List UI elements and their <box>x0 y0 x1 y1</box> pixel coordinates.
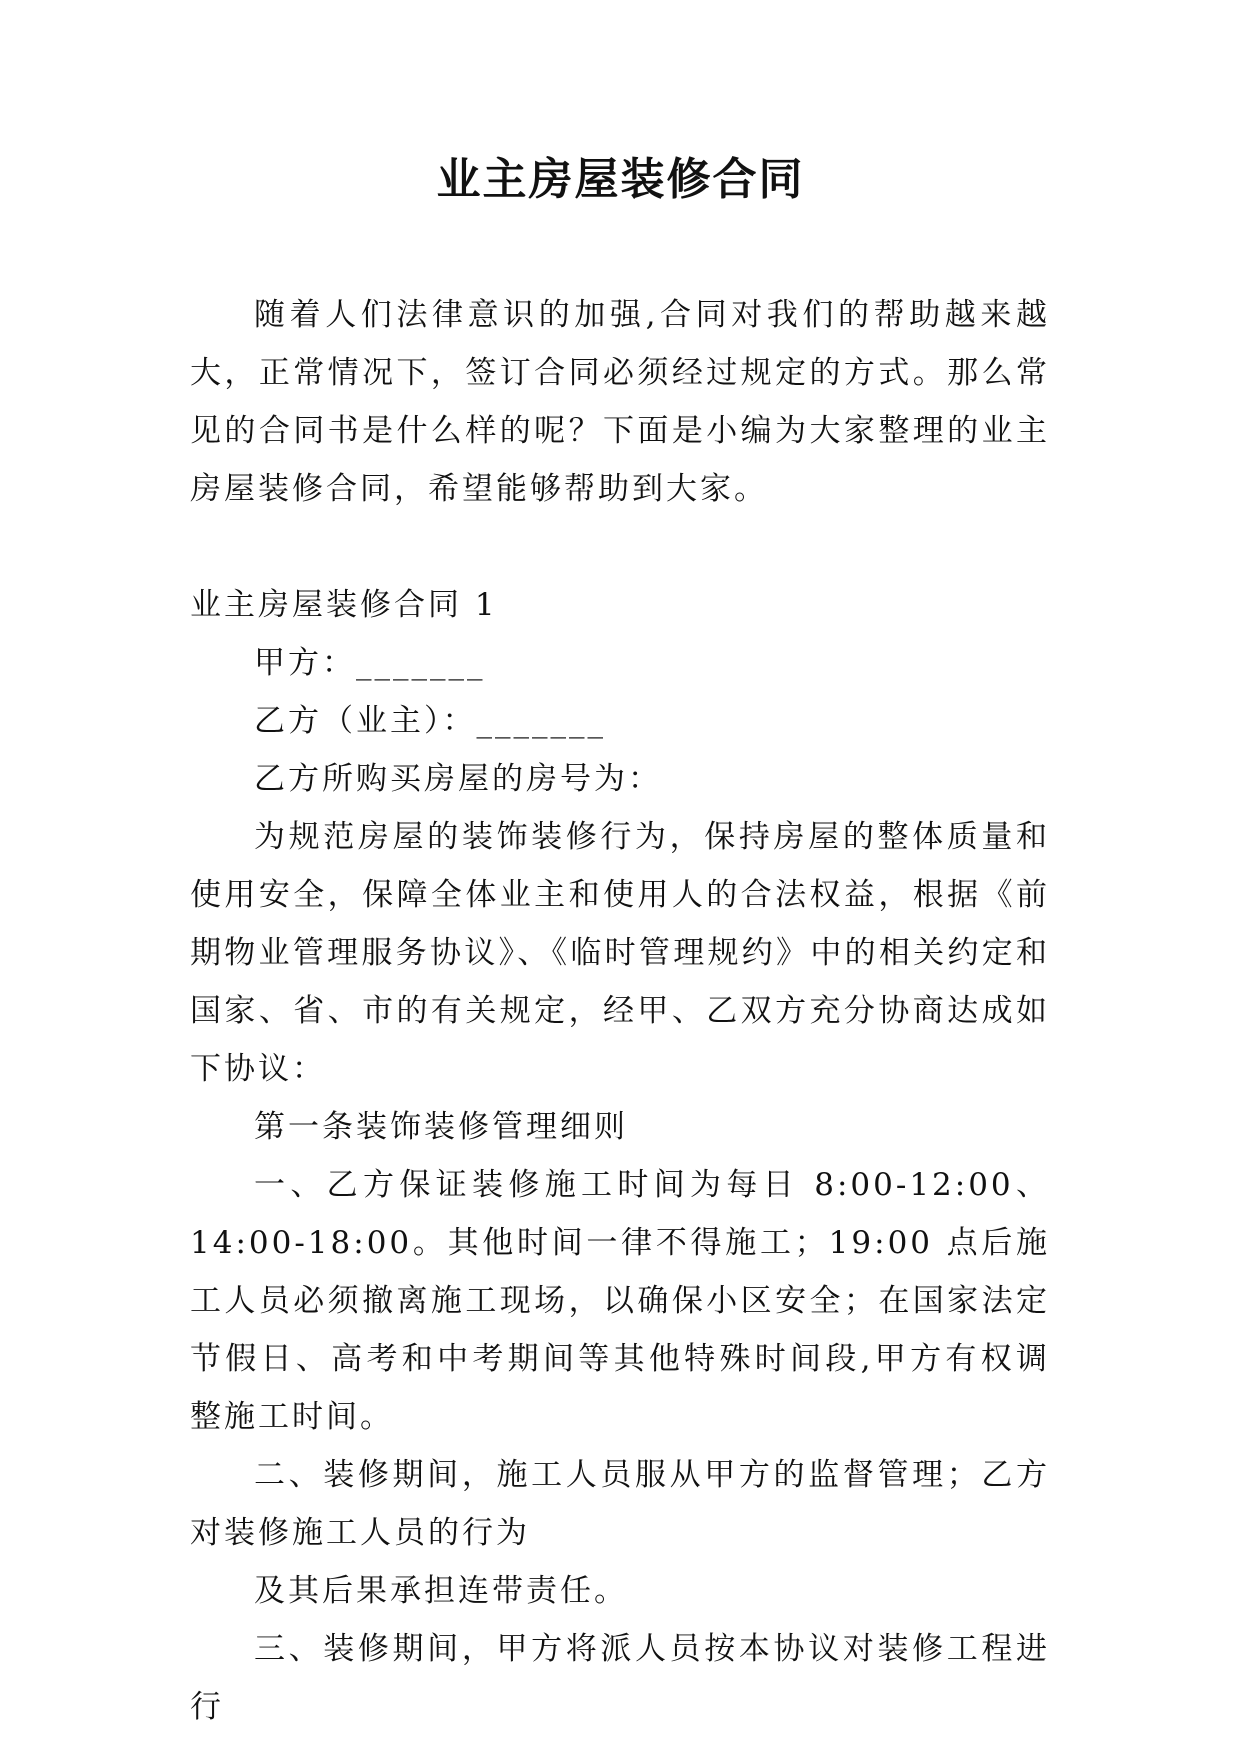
intro-paragraph: 随着人们法律意识的加强,合同对我们的帮助越来越大，正常情况下，签订合同必须经过规定的方式。那么常见的合同书是什么样的呢？下面是小编为大家整理的业主房屋装修合同，希望能够帮助到大家。 <box>190 297 1050 507</box>
document-body <box>190 286 1050 1736</box>
clause-1-paragraph: 一、乙方保证装修施工时间为每日 8:00-12:00、14:00-18:00。其他时间一律不得施工；19:00 点后施工人员必须撤离施工现场，以确保小区安全；在国家法定节假日、高考和中考期间等其他特殊时间段,甲方有权调整施工时间。 <box>190 1167 1050 1435</box>
clause-3-paragraph: 三、装修期间，甲方将派人员按本协议对装修工程进行 <box>190 1631 1050 1725</box>
section-heading: 业主房屋装修合同 1 <box>190 587 498 623</box>
party-b-line: 乙方（业主）：_______ <box>254 703 606 739</box>
page-title: 业主房屋装修合同 <box>436 154 805 205</box>
preamble-paragraph: 为规范房屋的装饰装修行为，保持房屋的整体质量和使用安全，保障全体业主和使用人的合法权益，根据《前期物业管理服务协议》、《临时管理规约》中的相关约定和国家、省、市的有关规定，经甲、乙双方充分协商达成如下协议： <box>190 819 1050 1087</box>
room-number-line: 乙方所购买房屋的房号为： <box>254 761 662 797</box>
clause-2-continuation: 及其后果承担连带责任。 <box>254 1573 628 1609</box>
party-a-line: 甲方：_______ <box>254 645 486 681</box>
clause-2-paragraph: 二、装修期间，施工人员服从甲方的监督管理；乙方对装修施工人员的行为 <box>190 1457 1050 1551</box>
article-1-heading: 第一条装饰装修管理细则 <box>254 1109 628 1145</box>
